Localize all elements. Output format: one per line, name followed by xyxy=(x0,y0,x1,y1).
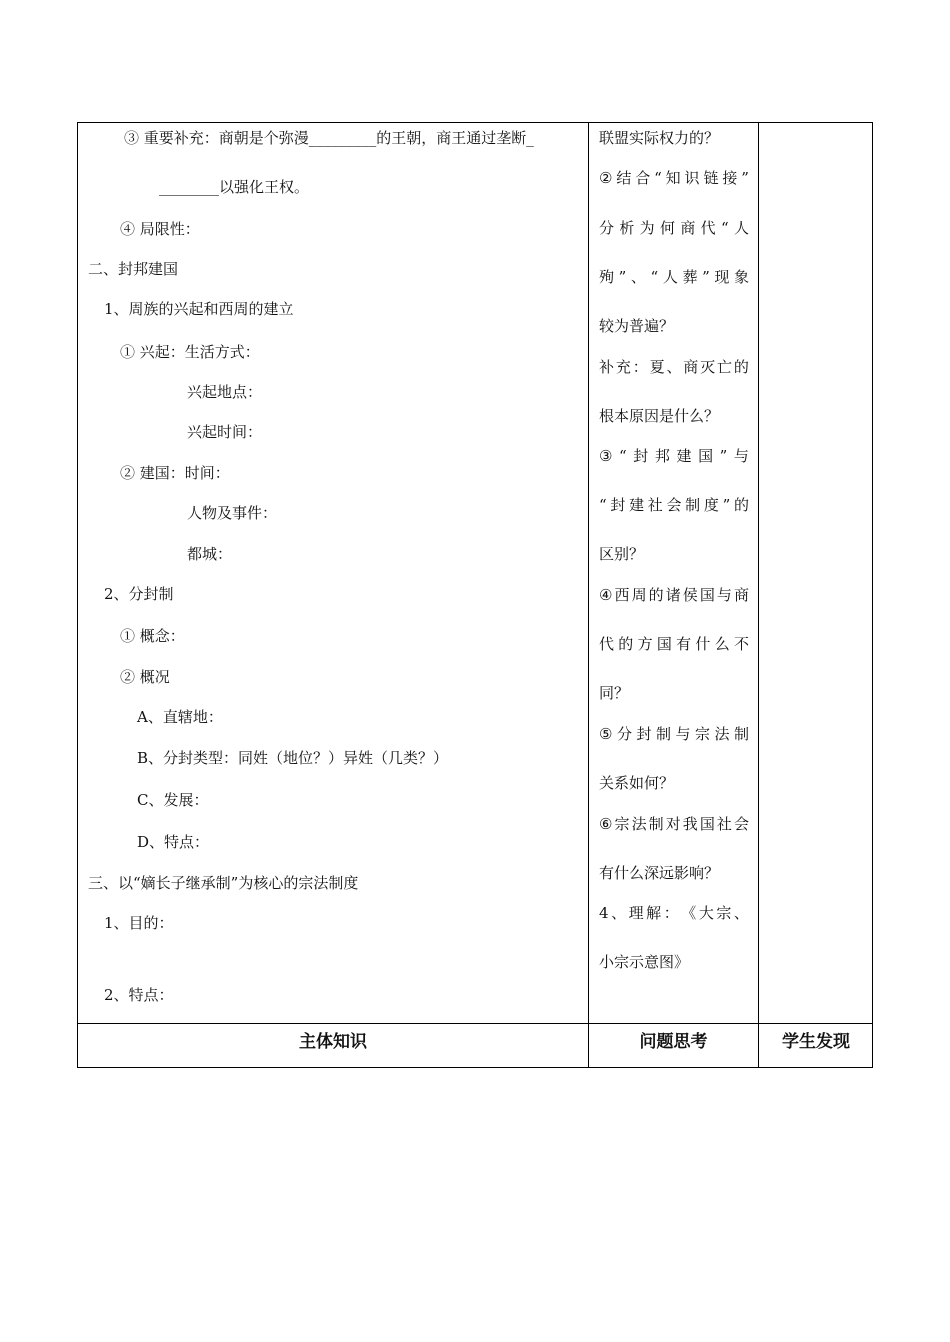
question-text: 、 xyxy=(733,904,749,922)
question-text: 社 xyxy=(716,815,732,833)
question-text: ② xyxy=(599,169,613,187)
question-text: 宗 xyxy=(716,904,732,922)
question-line xyxy=(599,773,749,793)
text-line: ① 兴起：生活方式： xyxy=(120,343,260,361)
text-line: D、特点： xyxy=(137,833,210,851)
question-text: 商 xyxy=(680,219,696,237)
question-text: 国 xyxy=(699,815,715,833)
question-text: 关系如何？ xyxy=(599,774,675,792)
question-text: 有什么深远影响？ xyxy=(599,864,720,882)
question-text: 链 xyxy=(703,169,719,187)
question-text: ： xyxy=(632,358,648,376)
question-text: 灭 xyxy=(700,358,716,376)
question-text: 的 xyxy=(618,635,634,653)
question-text: ⑥ xyxy=(599,815,613,833)
question-text: 么 xyxy=(714,635,730,653)
question-text: ” xyxy=(702,268,710,286)
question-text: 代 xyxy=(599,635,615,653)
text-line: ② 概况 xyxy=(120,668,170,686)
question-line xyxy=(599,128,749,148)
question-text: ③ xyxy=(599,447,613,465)
question-text: 西 xyxy=(614,586,630,604)
question-line xyxy=(599,683,749,703)
question-text: 补 xyxy=(599,358,615,376)
question-line xyxy=(599,267,749,287)
question-text: 社 xyxy=(647,496,663,514)
question-text: 会 xyxy=(666,496,682,514)
question-text: 同？ xyxy=(599,684,630,702)
question-text: 的 xyxy=(648,586,664,604)
question-text: 人 xyxy=(733,219,749,237)
question-line xyxy=(599,634,749,654)
question-text: 根本原因是什么？ xyxy=(599,407,720,425)
question-text: 建 xyxy=(629,496,645,514)
question-text: 合 xyxy=(635,169,651,187)
question-text: 制 xyxy=(733,725,749,743)
question-text: ： xyxy=(663,904,679,922)
question-text: 识 xyxy=(684,169,700,187)
text-line: 人物及事件： xyxy=(187,504,278,522)
section-heading: 三、以“嫡长子继承制”为核心的宗法制度 xyxy=(88,874,359,892)
question-line xyxy=(599,495,749,515)
question-line xyxy=(599,863,749,883)
question-text: 小宗示意图》 xyxy=(599,953,690,971)
question-line xyxy=(599,585,749,605)
section-heading: 二、封邦建国 xyxy=(88,260,179,278)
question-text: 大 xyxy=(698,904,714,922)
text-line: 2、特点： xyxy=(104,986,174,1004)
text-line: 1、目的： xyxy=(104,914,174,932)
question-text: 国 xyxy=(656,635,672,653)
question-text: 邦 xyxy=(654,447,670,465)
text-line: 兴起时间： xyxy=(187,423,263,441)
question-text: “ xyxy=(619,447,627,465)
question-text: 充 xyxy=(615,358,631,376)
main-knowledge-cell xyxy=(78,123,588,1023)
question-text: 现 xyxy=(714,268,730,286)
question-text: 的 xyxy=(733,358,749,376)
text-line: ④ 局限性： xyxy=(120,220,200,238)
question-text: 分 xyxy=(616,725,632,743)
question-text: 封 xyxy=(633,447,649,465)
question-line xyxy=(599,316,749,336)
question-text: 制 xyxy=(655,725,671,743)
text-line: 2、分封制 xyxy=(104,585,174,603)
question-text: 制 xyxy=(685,496,701,514)
question-text: 析 xyxy=(619,219,635,237)
question-text: 的 xyxy=(733,496,749,514)
question-text: 代 xyxy=(700,219,716,237)
question-text: 方 xyxy=(637,635,653,653)
question-line xyxy=(599,724,749,744)
question-text: 法 xyxy=(714,725,730,743)
text-line: B、分封类型：同姓（地位？）异姓（几类？） xyxy=(137,749,449,767)
header-questions: 问题思考 xyxy=(639,1032,708,1052)
text-line: ________以强化王权。 xyxy=(159,178,310,196)
text-line: 都城： xyxy=(187,545,233,563)
question-text: 殉 xyxy=(599,268,615,286)
question-line xyxy=(599,814,749,834)
text-line: ① 概念： xyxy=(120,627,185,645)
question-text: 封 xyxy=(636,725,652,743)
text-line: ② 建国：时间： xyxy=(120,464,230,482)
question-text: “ xyxy=(599,496,607,514)
question-text: 什 xyxy=(695,635,711,653)
question-text: ⑤ xyxy=(599,725,613,743)
question-text: 区别？ xyxy=(599,545,645,563)
question-text: ” xyxy=(722,496,731,514)
question-text: ” xyxy=(741,169,749,187)
question-text: 对 xyxy=(665,815,681,833)
question-text: “ xyxy=(650,268,659,286)
question-text: ” xyxy=(618,268,627,286)
question-line xyxy=(599,168,749,188)
question-text: 度 xyxy=(703,496,719,514)
question-line xyxy=(599,357,749,377)
question-text: 国 xyxy=(698,447,714,465)
question-text: 与 xyxy=(733,447,749,465)
question-text: 、 xyxy=(630,268,646,286)
question-text: 侯 xyxy=(682,586,698,604)
question-text: 法 xyxy=(631,815,647,833)
question-text: 葬 xyxy=(682,268,698,286)
header-main-knowledge: 主体知识 xyxy=(299,1032,367,1052)
question-text: “ xyxy=(720,219,729,237)
question-text: 4 xyxy=(599,904,609,922)
study-table xyxy=(77,122,873,1068)
question-text: 有 xyxy=(676,635,692,653)
question-text: “ xyxy=(654,169,662,187)
question-text: 封 xyxy=(610,496,626,514)
question-text: 为 xyxy=(639,219,655,237)
question-text: 、 xyxy=(611,904,627,922)
question-line xyxy=(599,218,749,238)
question-text: 与 xyxy=(675,725,691,743)
question-thinking-cell xyxy=(589,123,758,1023)
question-text: 国 xyxy=(699,586,715,604)
question-text: 接 xyxy=(722,169,738,187)
question-text: 不 xyxy=(733,635,749,653)
question-text: 联盟实际权力的？ xyxy=(599,129,720,147)
question-text: 商 xyxy=(683,358,699,376)
question-text: 较为普遍？ xyxy=(599,317,675,335)
text-line: C、发展： xyxy=(137,791,209,809)
question-text: 人 xyxy=(662,268,678,286)
question-text: 象 xyxy=(733,268,749,286)
question-text: 分 xyxy=(599,219,615,237)
question-text: 周 xyxy=(631,586,647,604)
question-text: 我 xyxy=(682,815,698,833)
question-text: 宗 xyxy=(614,815,630,833)
question-line xyxy=(599,544,749,564)
question-text: 何 xyxy=(659,219,675,237)
text-line: A、直辖地： xyxy=(137,708,223,726)
question-text: 结 xyxy=(616,169,632,187)
question-text: 知 xyxy=(665,169,681,187)
question-text: 制 xyxy=(648,815,664,833)
question-line xyxy=(599,406,749,426)
text-line: 1、周族的兴起和西周的建立 xyxy=(104,300,294,318)
student-findings-cell[interactable] xyxy=(759,123,873,1023)
question-text: 《 xyxy=(681,904,697,922)
question-text: 与 xyxy=(716,586,732,604)
question-text: 商 xyxy=(733,586,749,604)
question-text: ” xyxy=(719,447,728,465)
question-text: 解 xyxy=(646,904,662,922)
question-text: 宗 xyxy=(694,725,710,743)
question-line xyxy=(599,952,749,972)
question-text: 夏 xyxy=(649,358,665,376)
question-text: ④ xyxy=(599,586,613,604)
question-line xyxy=(599,903,749,923)
text-line: 兴起地点： xyxy=(187,383,263,401)
question-text: 会 xyxy=(733,815,749,833)
text-line: ③ 重要补充：商朝是个弥漫_________的王朝，商王通过垄断_ xyxy=(124,129,534,147)
question-text: 建 xyxy=(676,447,692,465)
header-student-findings: 学生发现 xyxy=(782,1032,850,1052)
question-text: 诸 xyxy=(665,586,681,604)
question-text: 理 xyxy=(628,904,644,922)
question-text: 亡 xyxy=(717,358,733,376)
question-line xyxy=(599,446,749,466)
question-text: 、 xyxy=(666,358,682,376)
